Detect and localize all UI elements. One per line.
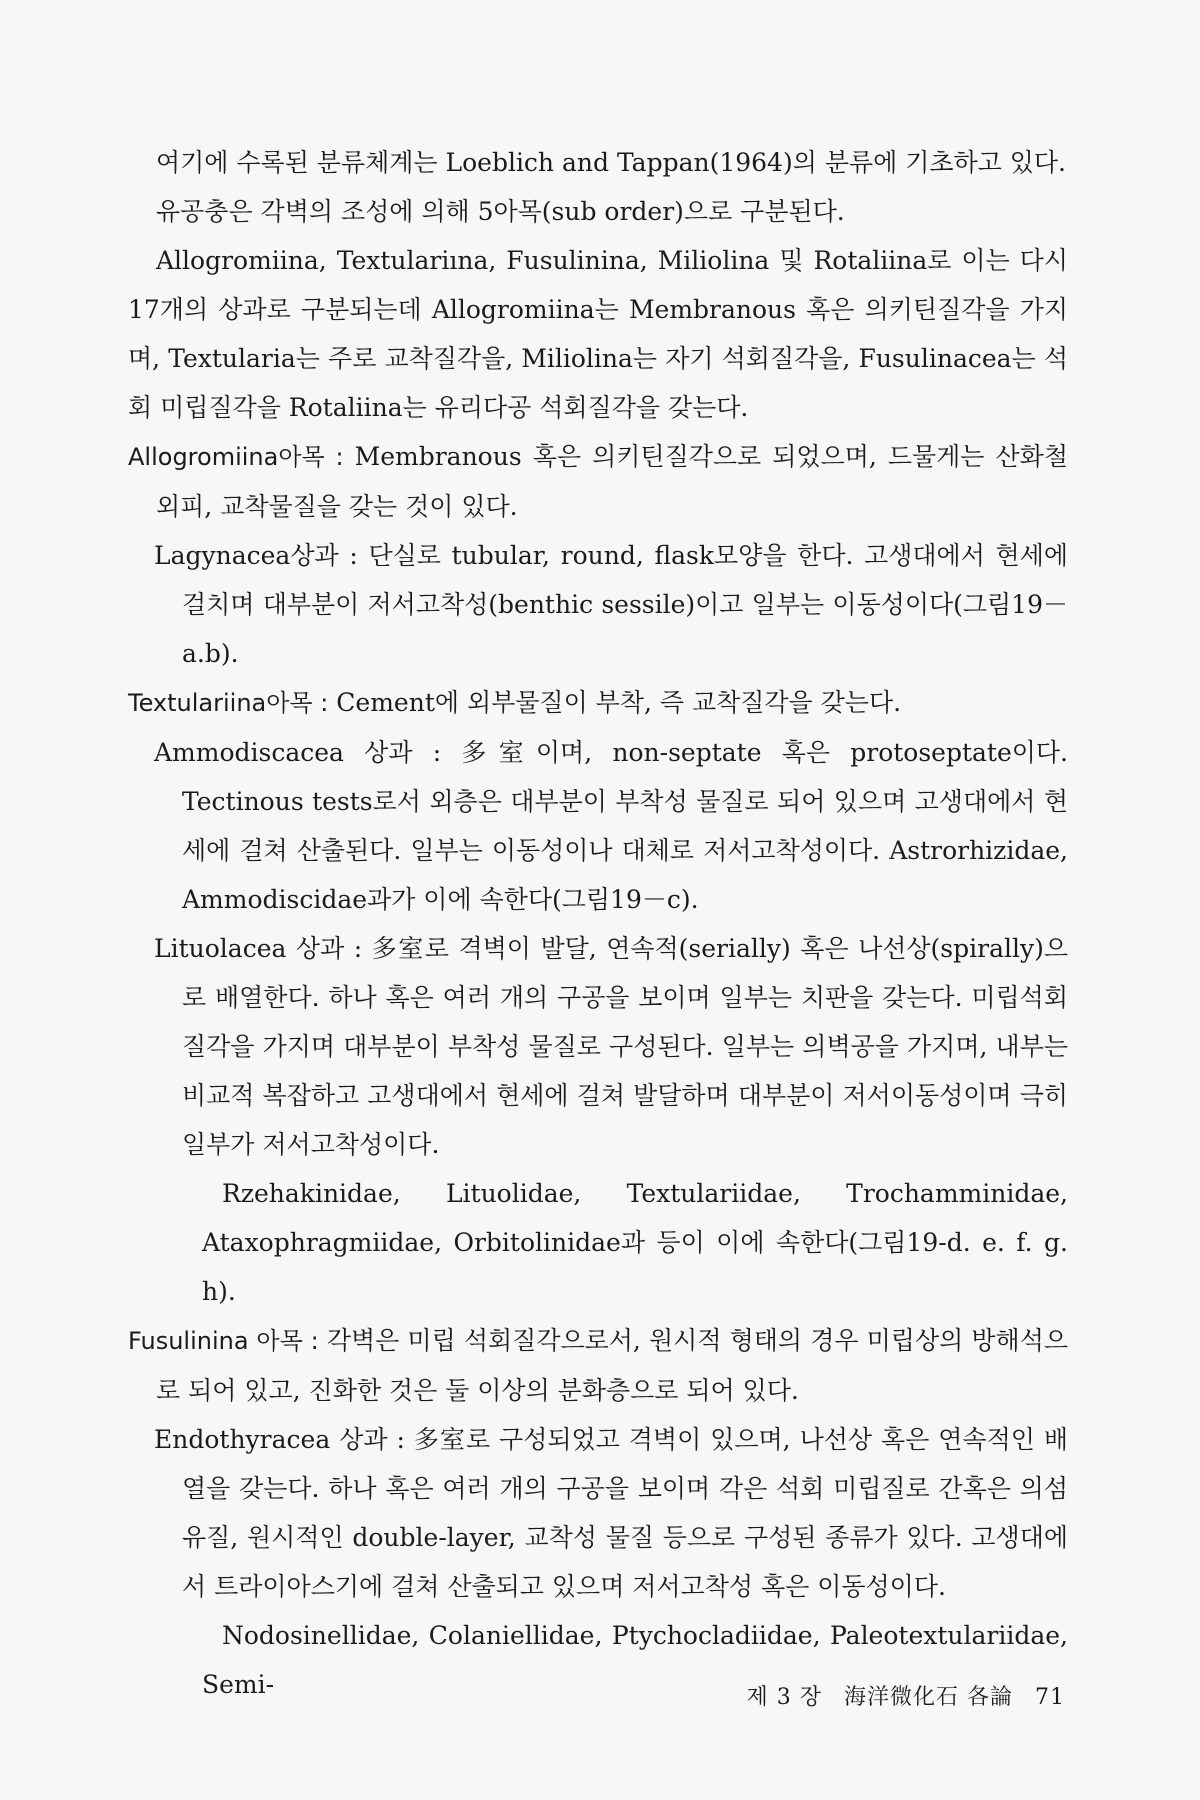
- fusulinina-heading: Fusulinina 아목 :: [128, 1327, 319, 1355]
- ammodiscacea-text: 多室이며, non-septate 혹은 protoseptate이다. Tectinous tests로서 외층은 대부분이 부착성 물질로 되어 있으며 고생대에서 현세에 걸쳐 산출된다. 일부는 이동성이나 대체로 저서고착성이다. Astrorhizidae, Ammodiscidae과가 이에 속한다(그림19－c).: [182, 738, 1069, 914]
- lagynacea-section: [128, 531, 1068, 678]
- allogromiina-text: Membranous 혹은 의키틴질각으로 되었으며, 드물게는 산화철외피, 교착물질을 갖는 것이 있다.: [156, 442, 1068, 521]
- footer-title: 海洋微化石 各論: [844, 1685, 1013, 1710]
- fusulinina-text: 각벽은 미립 석회질각으로서, 원시적 형태의 경우 미립상의 방해석으로 되어 있고, 진화한 것은 둘 이상의 분화층으로 되어 있다.: [156, 1326, 1069, 1405]
- intro-paragraph-3: Allogromiina, Textulariına, Fusulinina, Miliolina 및 Rotaliina로 이는 다시 17개의 상과로 구분되는데 Allogromiina는 Membranous 혹은 의키틴질각을 가지며, Textularia는 주로 교착질각을, Miliolina는 자기 석회질각을, Fusulinacea는 석회 미립질각을 Rotaliina는 유리다공 석회질각을 갖는다.: [128, 246, 1068, 422]
- lagynacea-text: 단실로 tubular, round, flask모양을 한다. 고생대에서 현세에 걸치며 대부분이 저서고착성(benthic sessile)이고 일부는 이동성이다(그림19－a.b).: [182, 541, 1069, 668]
- footer-chapter: 제 3 장: [746, 1685, 822, 1710]
- fusulinina-section: [128, 1316, 1068, 1415]
- allogromiina-section: [128, 432, 1068, 531]
- page-footer: [725, 1680, 1065, 1711]
- lituolacea-families: Rzehakinidae, Lituolidae, Textulariidae, Trochamminidae, Ataxophragmiidae, Orbitolinidae과 등이 이에 속한다(그림19-d. e. f. g. h).: [202, 1179, 1068, 1306]
- body-text: [128, 138, 1068, 1709]
- textulariina-text: Cement에 외부물질이 부착, 즉 교착질각을 갖는다.: [336, 688, 902, 717]
- lituolacea-section: [128, 924, 1068, 1169]
- textulariina-heading: Textulariina아목 :: [128, 689, 329, 717]
- page-number: 71: [1035, 1685, 1065, 1710]
- lagynacea-heading: Lagynacea상과 :: [154, 541, 358, 570]
- ammodiscacea-heading: Ammodiscacea 상과 :: [154, 738, 442, 767]
- endothyracea-text: 多室로 구성되었고 격벽이 있으며, 나선상 혹은 연속적인 배열을 갖는다. 하나 혹은 여러 개의 구공을 보이며 각은 석회 미립질로 간혹은 의섬유질, 원시적인 double-layer, 교착성 물질 등으로 구성된 종류가 있다. 고생대에서 트라이아스기에 걸쳐 산출되고 있으며 저서고착성 혹은 이동성이다.: [182, 1425, 1068, 1601]
- intro-paragraph-2: 유공충은 각벽의 조성에 의해 5아목(sub order)으로 구분된다.: [156, 197, 845, 226]
- textulariina-section: [128, 678, 1068, 728]
- endothyracea-heading: Endothyracea 상과 :: [154, 1425, 405, 1454]
- lituolacea-text: 多室로 격벽이 발달, 연속적(serially) 혹은 나선상(spirally)으로 배열한다. 하나 혹은 여러 개의 구공을 보이며 일부는 치판을 갖는다. 미립석회질각을 가지며 대부분이 부착성 물질로 구성된다. 일부는 의벽공을 가지며, 내부는 비교적 복잡하고 고생대에서 현세에 걸쳐 발달하며 대부분이 저서이동성이며 극히 일부가 저서고착성이다.: [182, 934, 1068, 1159]
- allogromiina-heading: Allogromiina아목 :: [128, 443, 344, 471]
- endothyracea-families: Nodosinellidae, Colaniellidae, Ptychocladiidae, Paleotextulariidae, Semi-: [202, 1621, 1068, 1699]
- lituolacea-heading: Lituolacea 상과 :: [154, 934, 363, 963]
- intro-paragraph-1: 여기에 수록된 분류체계는 Loeblich and Tappan(1964)의 분류에 기초하고 있다.: [156, 148, 1067, 177]
- endothyracea-section: [128, 1415, 1068, 1611]
- ammodiscacea-section: [128, 728, 1068, 924]
